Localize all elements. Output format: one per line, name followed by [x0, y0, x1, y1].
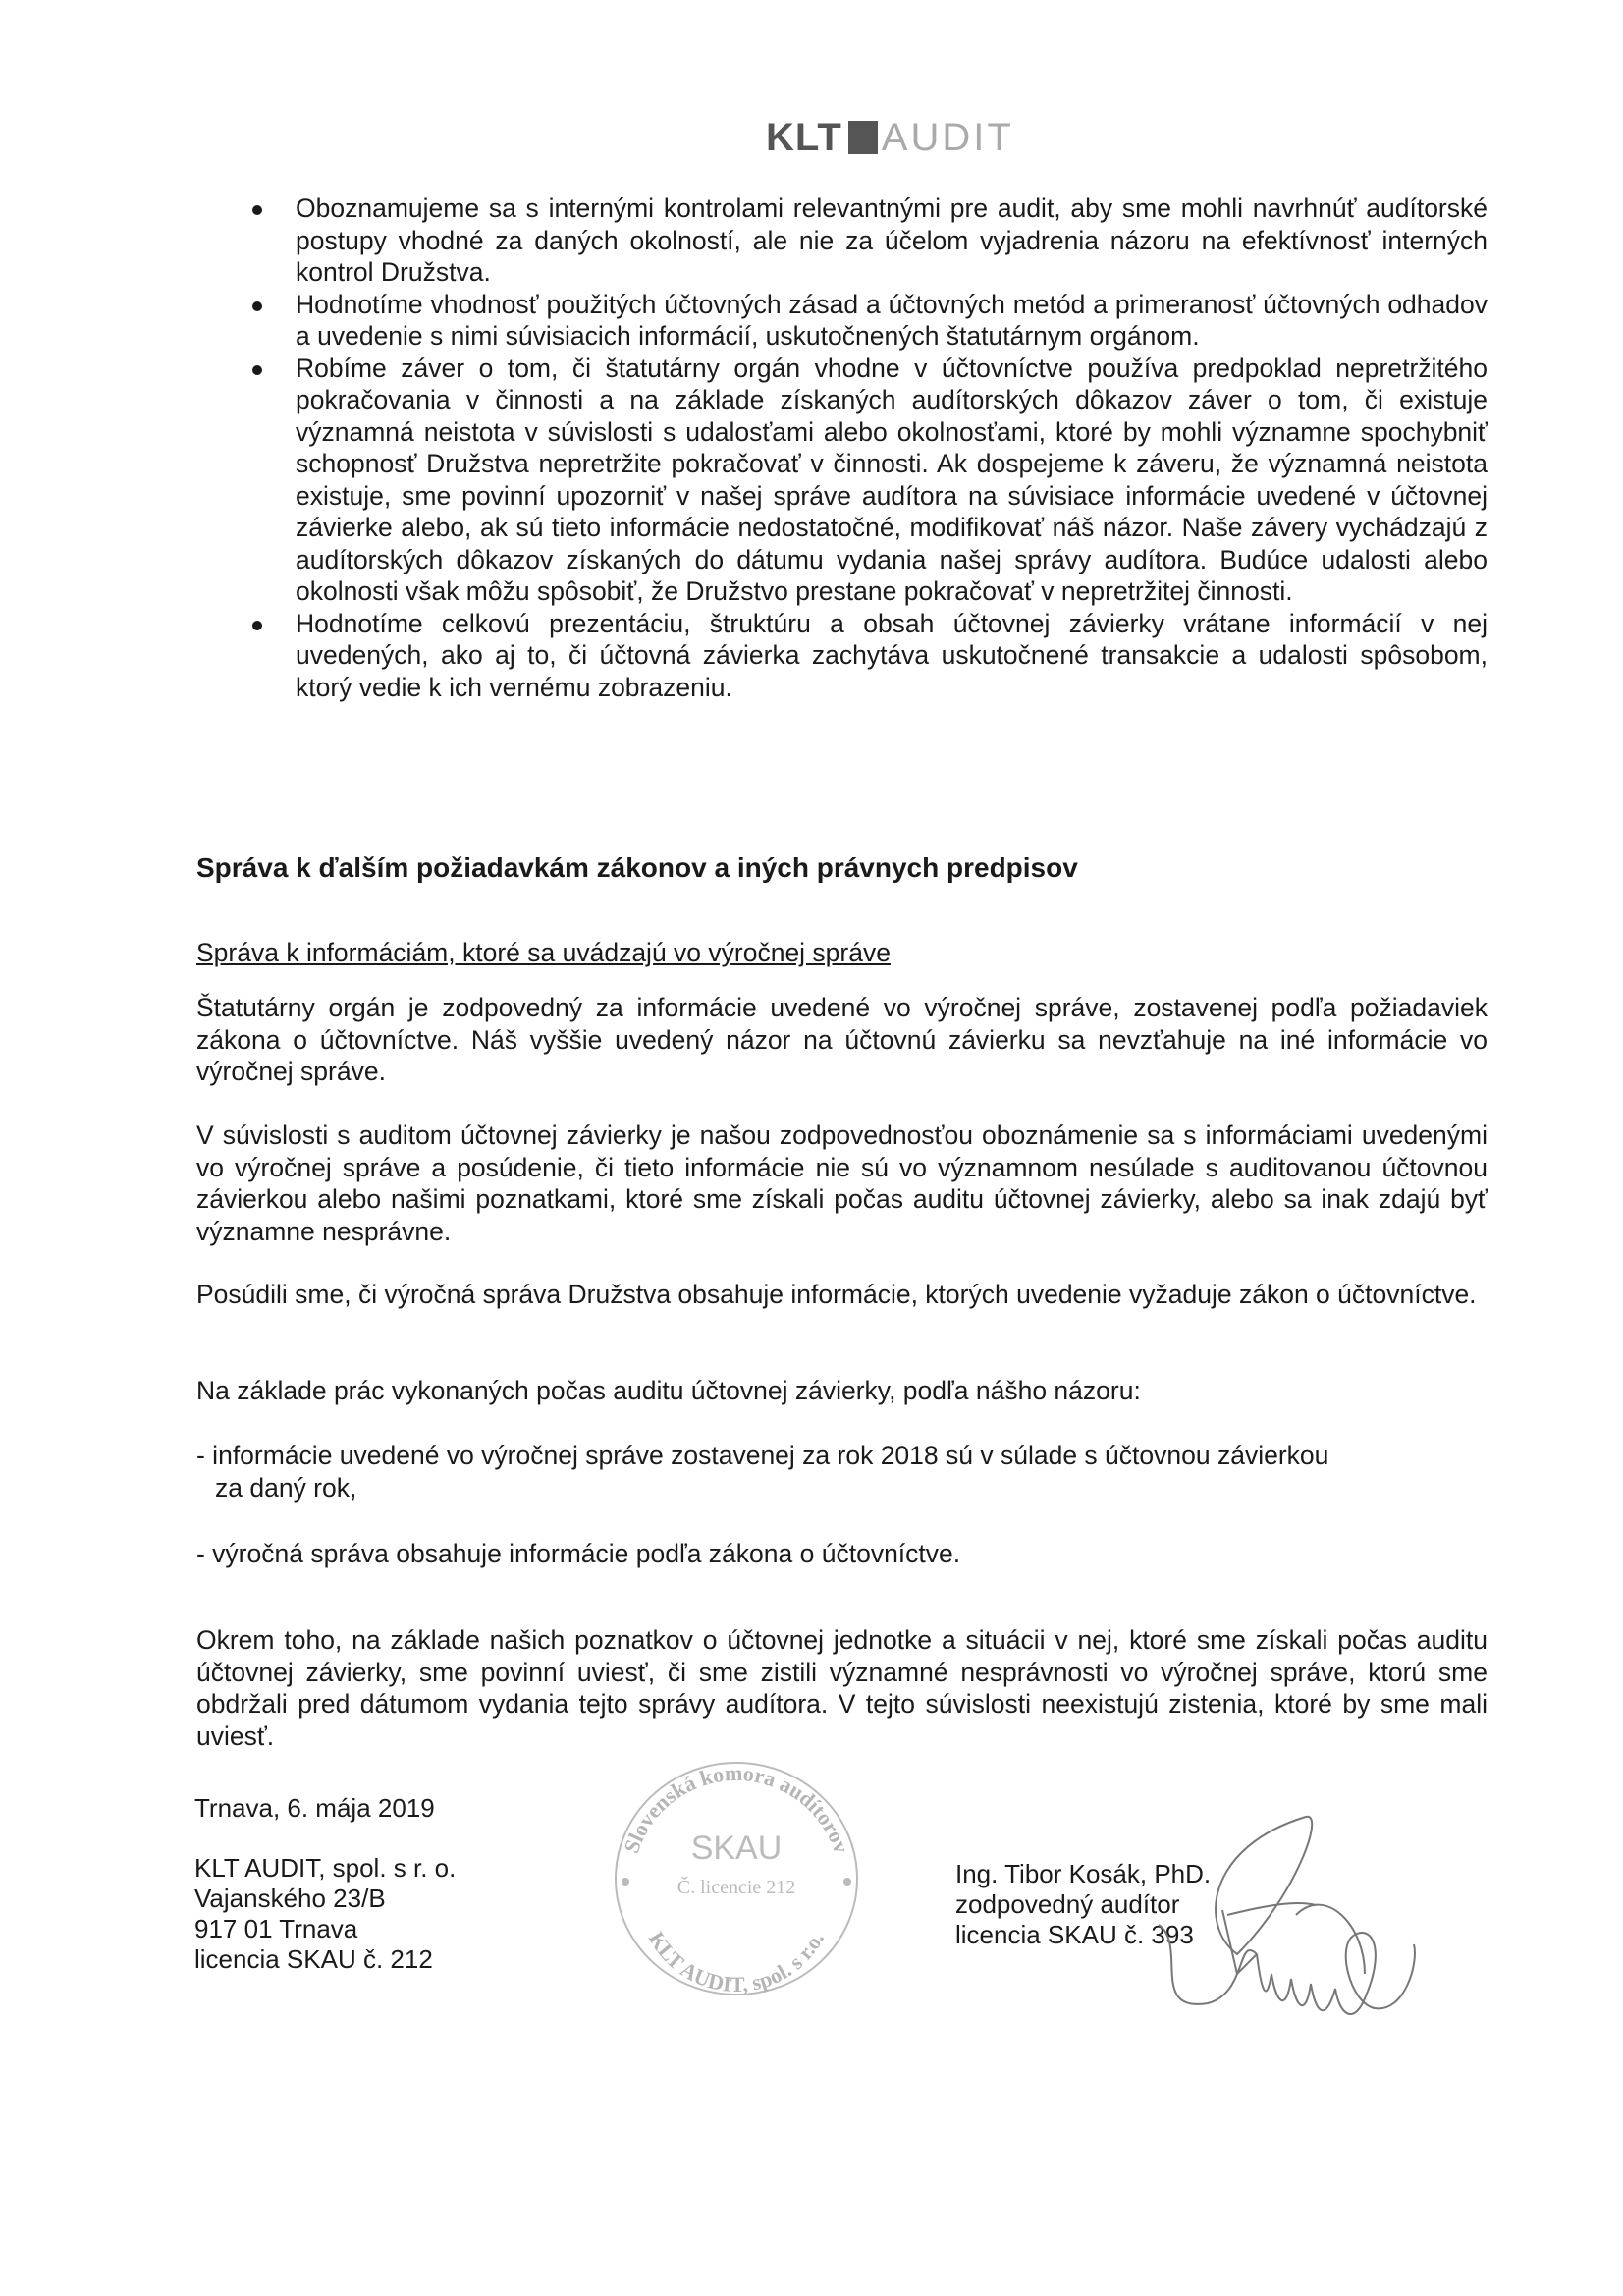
company-street: Vajanského 23/B — [194, 1884, 386, 1913]
list-item — [241, 289, 1488, 353]
handwritten-signature-icon — [1129, 1807, 1443, 2062]
paragraph-closing: Okrem toho, na základe našich poznatkov o účtovnej jednotke a situácii v nej, ktoré sme získali počas auditu účtovnej závierky, sme povinní uviesť, či sme zistili významné nesprávnosti vo výročnej správe, ktorú sme obdržali pred dátumom vydania tejto správy audítora. V tejto súvislosti neexistujú zistenia, ktoré by sme mali uviesť. — [196, 1625, 1488, 1751]
company-name: KLT AUDIT, spol. s r. o. — [194, 1853, 457, 1883]
auditor-role: zodpovedný audítor — [955, 1889, 1180, 1919]
company-logo — [766, 116, 1014, 159]
bullet-icon — [252, 205, 262, 215]
logo-bold-text: KLT — [766, 115, 842, 159]
svg-text:SKAU: SKAU — [690, 1830, 783, 1867]
list-item-text: Hodnotíme celkovú prezentáciu, štruktúru a obsah účtovnej závierky vrátane informácií v nej uvedených, ako aj to, či účtovná závierka zachytáva uskutočnené transakcie a udalosti spôsobom, ktorý vedie k ich vernému zobrazeniu. — [296, 608, 1488, 702]
auditor-license: licencia SKAU č. 393 — [955, 1920, 1194, 1949]
list-item — [241, 192, 1488, 289]
bullet-icon — [252, 301, 262, 311]
opinion-item — [196, 1538, 1488, 1570]
signoff-date: Trnava, 6. mája 2019 — [194, 1793, 435, 1823]
list-item-text: Hodnotíme vhodnosť použitých účtovných zásad a účtovných metód a primeranosť účtovných odhadov a uvedenie s nimi súvisiacich informácií, uskutočnených štatutárnym orgánom. — [296, 289, 1488, 351]
auditor-name: Ing. Tibor Kosák, PhD. — [955, 1859, 1212, 1888]
paragraph-assessment: Posúdili sme, či výročná správa Družstva obsahuje informácie, ktorých uvedenie vyžaduje zákon o účtovníctve. — [196, 1280, 1477, 1309]
list-item-text: Robíme záver o tom, či štatutárny orgán vhodne v účtovníctve používa predpoklad nepretržitého pokračovania v činnosti a na základe získaných audítorských dôkazov záver o tom, či existuje významná neistota v súvislosti s udalosťami alebo okolnosťami, ktoré by mohli významne spochybniť schopnosť Družstva nepretržite pokračovať v činnosti. Ak dospejeme k záveru, že významná neistota existuje, sme povinní upozorniť v našej správe audítora na súvisiace informácie uvedené v účtovnej závierke alebo, ak sú tieto informácie nedostatočné, modifikovať náš názor. Naše závery vychádzajú z audítorských dôkazov získaných do dátumu vydania našej správy audítora. Budúce udalosti alebo okolnosti však môžu spôsobiť, že Družstvo prestane pokračovať v nepretržitej činnosti. — [296, 353, 1488, 606]
official-stamp-icon — [594, 1746, 879, 2001]
svg-text:Slovenská komora audítorov: Slovenská komora audítorov — [619, 1760, 854, 1857]
list-item — [241, 608, 1488, 704]
paragraph-responsibility: Štatutárny orgán je zodpovedný za informácie uvedené vo výročnej správe, zostavenej podľa požiadaviek zákona o účtovníctve. Náš vyššie uvedený názor na účtovnú závierku sa nevzťahuje na iné informácie vo výročnej správe. — [196, 993, 1488, 1086]
bullet-icon — [252, 621, 262, 630]
svg-text:Č. licencie 212: Č. licencie 212 — [676, 1877, 796, 1898]
signoff-block — [194, 1793, 456, 1975]
opinion-item-line: - informácie uvedené vo výročnej správe zostavenej za rok 2018 sú v súlade s účtovnou závierkou — [196, 1441, 1329, 1470]
paragraph-auditor-duty: V súvislosti s auditom účtovnej závierky je našou zodpovednosťou oboznámenie sa s informáciami uvedenými vo výročnej správe a posúdenie, či tieto informácie nie sú vo významnom nesúlade s auditovanou účtovnou závierkou alebo našimi poznatkami, ktoré sme získali počas auditu účtovnej závierky, alebo sa inak zdajú byť významne nesprávne. — [196, 1121, 1488, 1246]
paragraph-opinion-intro: Na základe prác vykonaných počas auditu účtovnej závierky, podľa nášho názoru: — [196, 1376, 1141, 1405]
logo-light-text: AUDIT — [881, 115, 1014, 159]
logo-square-icon — [848, 121, 878, 154]
list-item-text: Oboznamujeme sa s internými kontrolami relevantnými pre audit, aby sme mohli navrhnúť audítorské postupy vhodné za daných okolností, ale nie za účelom vyjadrenia názoru na efektívnosť interných kontrol Družstva. — [296, 193, 1488, 287]
opinion-item-line: - výročná správa obsahuje informácie podľa zákona o účtovníctve. — [196, 1539, 961, 1568]
company-city: 917 01 Trnava — [194, 1914, 358, 1943]
list-item — [241, 353, 1488, 608]
section-subheading: Správa k informáciám, ktoré sa uvádzajú vo výročnej správe — [196, 938, 891, 967]
svg-text:KLT AUDIT, spol. s r.o.: KLT AUDIT, spol. s r.o. — [643, 1927, 829, 1997]
bullet-icon — [252, 365, 262, 375]
opinion-item-line: za daný rok, — [215, 1472, 357, 1503]
audit-procedures-list — [241, 192, 1488, 703]
company-license: licencia SKAU č. 212 — [194, 1944, 433, 1974]
opinion-item — [196, 1440, 1488, 1503]
section-heading: Správa k ďalším požiadavkám zákonov a iných právnych predpisov — [196, 852, 1078, 883]
